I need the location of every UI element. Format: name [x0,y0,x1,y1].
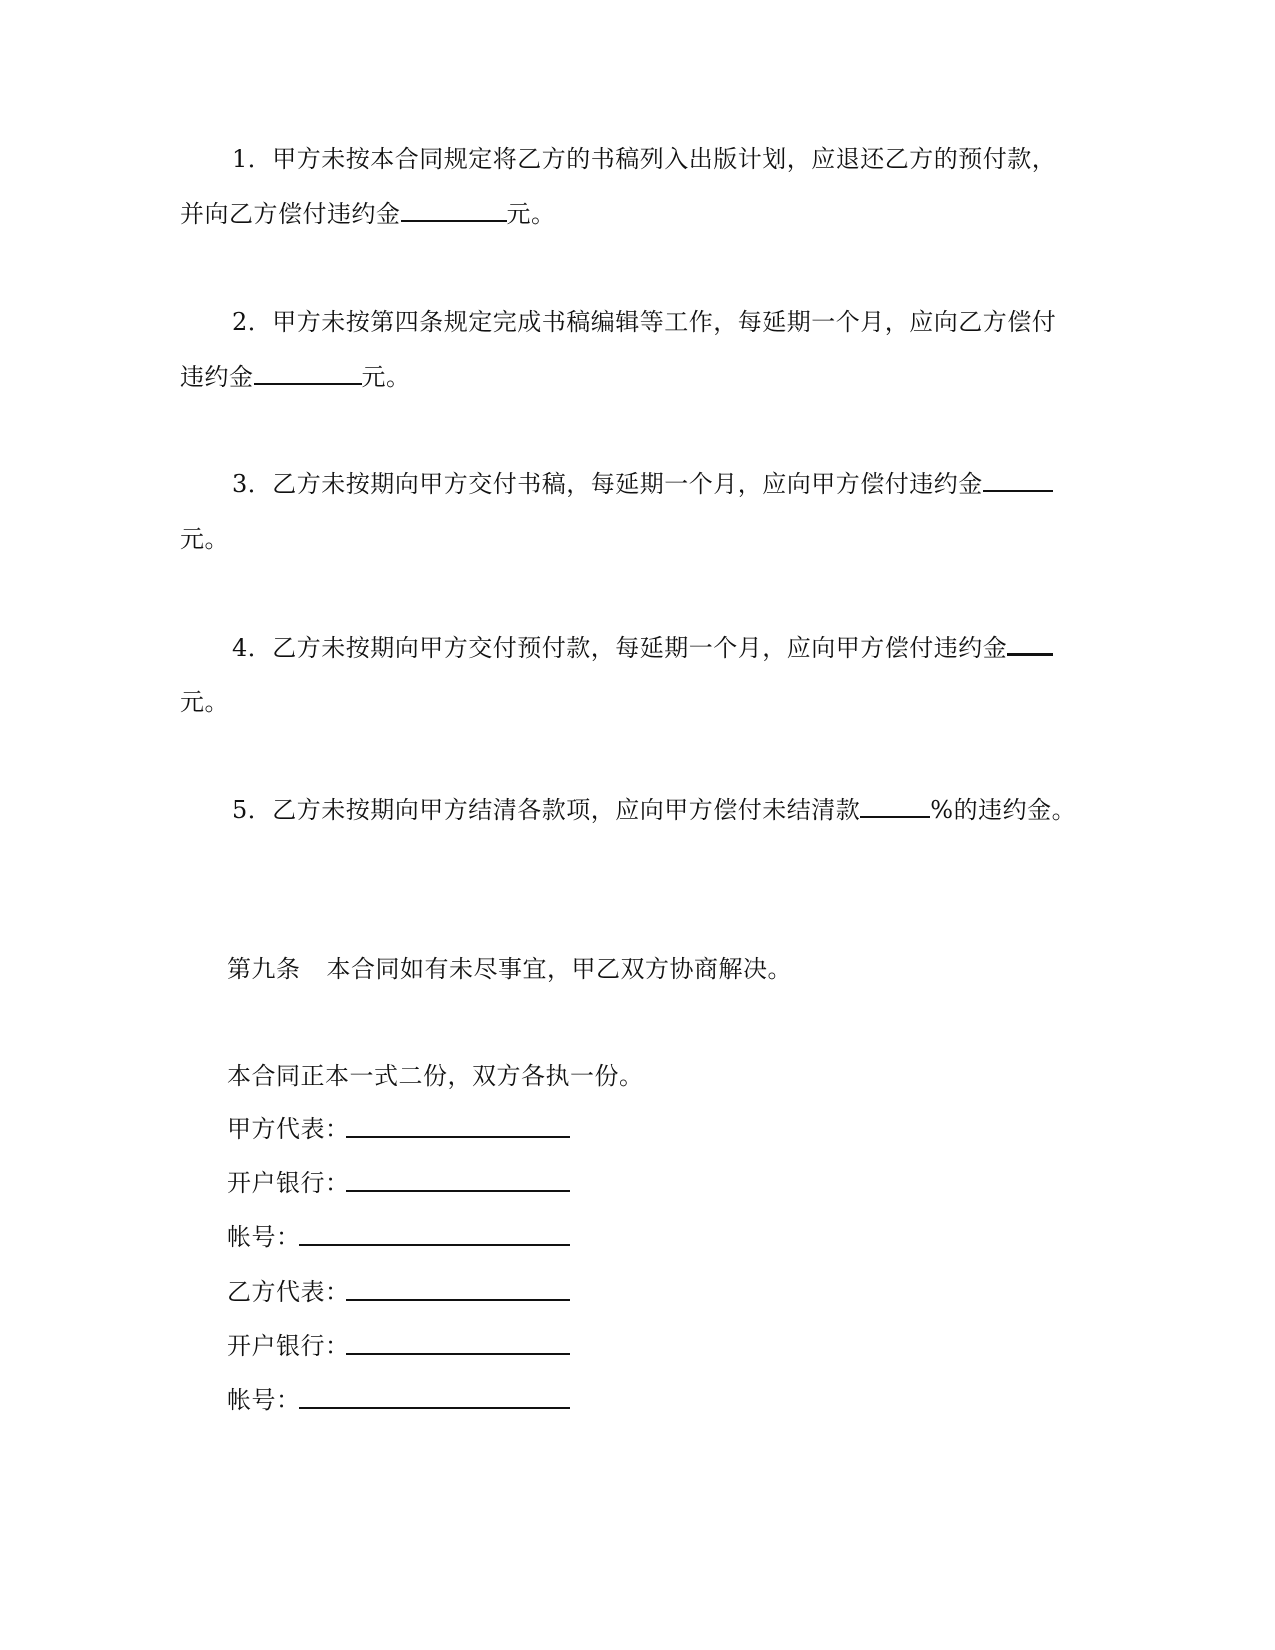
clause-1-line-2 [180,198,556,230]
party-a-account-blank [299,1244,570,1246]
clause-2-unit: 元。 [361,363,411,391]
article-9-text: 本合同如有未尽事宜，甲乙双方协商解决。 [326,955,792,983]
clause-5-suffix: %的违约金。 [930,796,1077,824]
party-b-representative-label: 乙方代表： [227,1278,350,1306]
party-a-bank-blank [346,1190,570,1192]
party-b-account-blank [299,1407,570,1409]
party-b-bank-blank [346,1353,570,1355]
clause-2-line-1: 2．甲方未按第四条规定完成书稿编辑等工作，每延期一个月，应向乙方偿付 [232,308,1057,336]
party-a-representative-label: 甲方代表： [227,1115,350,1143]
article-9 [227,953,792,985]
party-a-bank-label: 开户银行： [227,1169,350,1197]
party-b-bank-label: 开户银行： [227,1332,350,1360]
amount-blank [1007,631,1053,656]
clause-3-line-1 [232,468,1053,500]
party-a-representative-blank [346,1136,570,1138]
copies-statement: 本合同正本一式二份，双方各执一份。 [227,1062,644,1090]
amount-blank [254,361,362,385]
clause-4-line-2: 元。 [180,688,229,716]
article-9-label: 第九条 [227,955,301,983]
percent-blank [860,794,930,818]
clause-5-line-1 [232,794,1076,826]
clause-4-text: 4．乙方未按期向甲方交付预付款，每延期一个月，应向甲方偿付违约金 [232,634,1008,662]
clause-4-line-1 [232,631,1053,664]
clause-2-text: 违约金 [180,363,254,391]
party-b-representative-blank [346,1299,570,1301]
clause-1-text: 并向乙方偿付违约金 [180,200,401,228]
amount-blank [401,198,507,222]
clause-5-text: 5．乙方未按期向甲方结清各款项，应向甲方偿付未结清款 [232,796,861,824]
amount-blank [983,468,1053,492]
clause-3-line-2: 元。 [180,525,229,553]
clause-2-line-2 [180,361,411,393]
clause-1-unit: 元。 [506,200,556,228]
clause-3-text: 3．乙方未按期向甲方交付书稿，每延期一个月，应向甲方偿付违约金 [232,470,983,498]
party-b-account-label: 帐号： [227,1386,301,1414]
party-a-account-label: 帐号： [227,1223,301,1251]
clause-1-line-1: 1．甲方未按本合同规定将乙方的书稿列入出版计划，应退还乙方的预付款， [232,145,1057,173]
